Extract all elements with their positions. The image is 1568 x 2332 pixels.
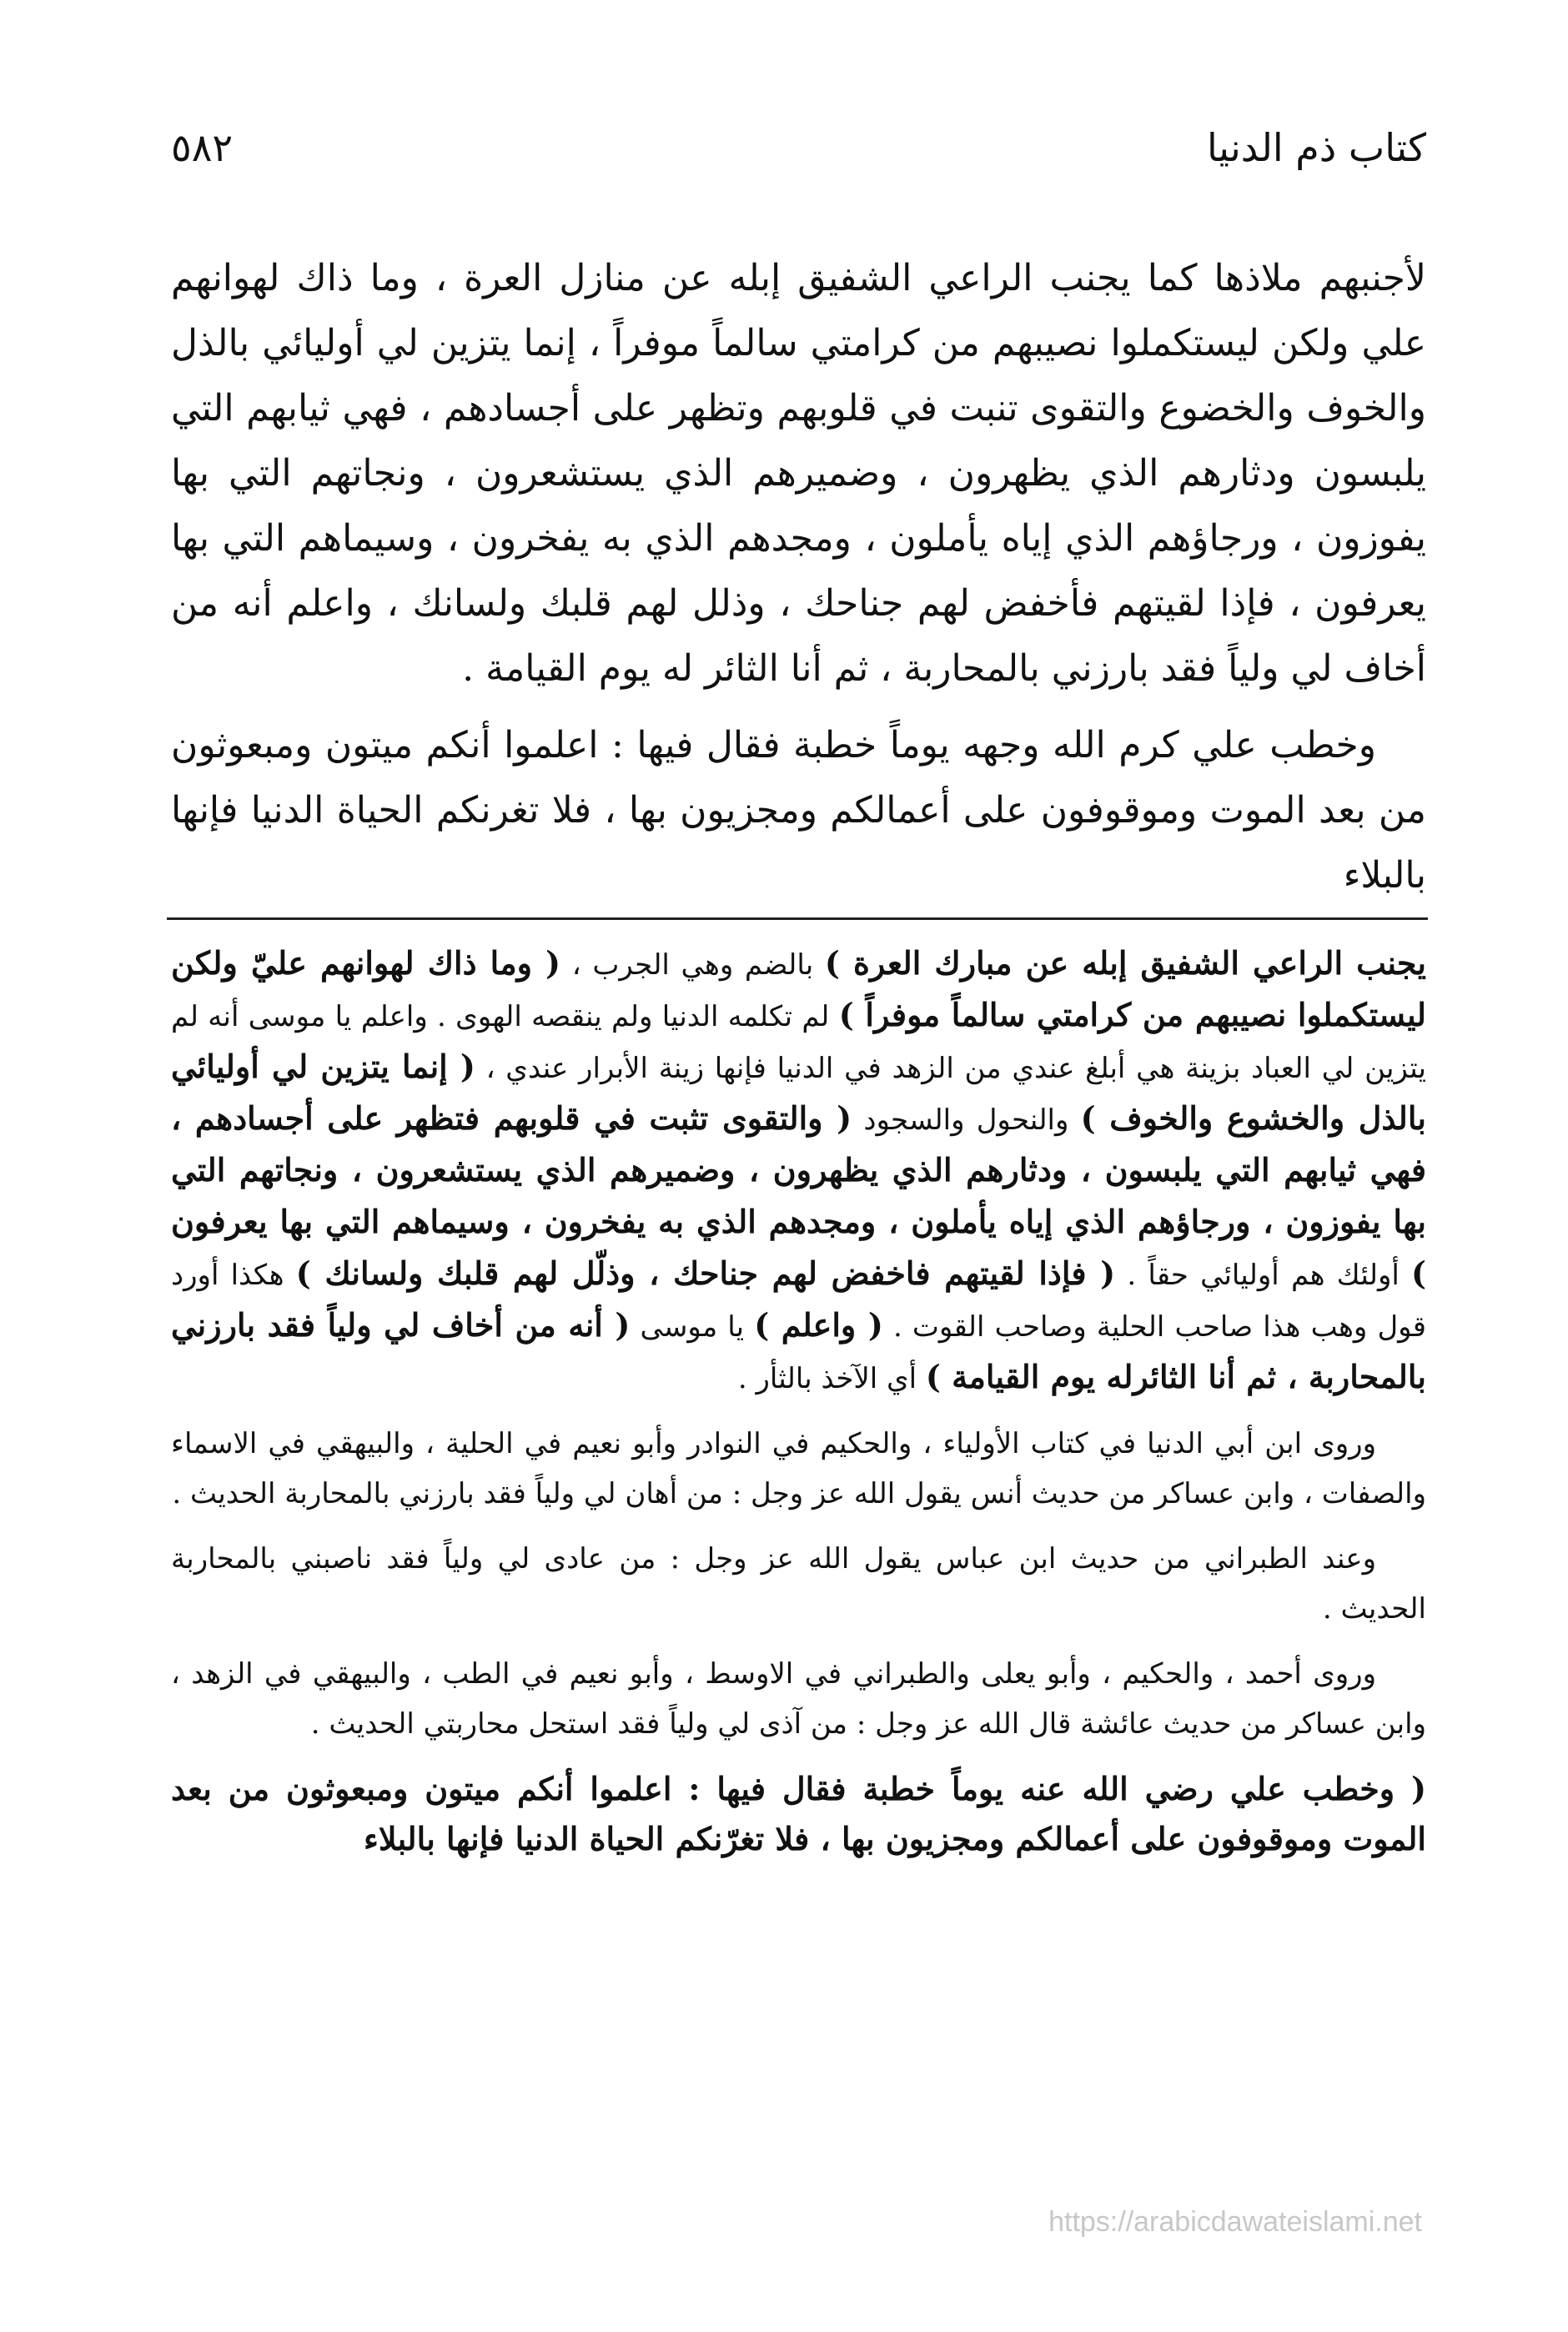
commentary-paragraph-5: ( وخطب علي رضي الله عنه يوماً خطبة فقال فيها : اعلموا أنكم ميتون ومبعوثون من بعد الموت وموقوفون على أعمالكم ومجزيون بها ، فلا تغرّنكم الحياة الدنيا فإنها بالبلاء	[171, 1770, 1426, 1857]
matn-quote: ( فإذا لقيتهم فاخفض لهم جناحك ، وذلّل لهم قلبك ولسانك )	[295, 1254, 1116, 1292]
commentary-paragraph-4: وروى أحمد ، والحكيم ، وأبو يعلى والطبراني في الاوسط ، وأبو نعيم في الطب ، والبيهقي في الزهد ، وابن عساكر من حديث عائشة قال الله عز وجل : من آذى لي ولياً فقد استحل محاربتي الحديث .	[171, 1657, 1426, 1741]
commentary-text: أولئك هم أوليائي حقاً .	[1115, 1259, 1412, 1292]
commentary-text: والنحول والسجود	[852, 1103, 1081, 1137]
commentary	[171, 938, 1426, 1864]
page-header	[171, 125, 1426, 183]
commentary-paragraph-1	[171, 938, 1426, 1404]
watermark-url: https://arabicdawateislami.net	[1048, 2206, 1422, 2238]
commentary-text: بالضم وهي الجرب ،	[560, 948, 825, 982]
commentary-text: لم تكلمه الدنيا ولم ينقصه الهوى . واعلم يا موسى أنه لم يتزين لي العباد بزينة هي أبلغ عندي من الزهد في الدنيا فإنها زينة الأبرار عندي ،	[171, 1000, 1426, 1085]
matn-quote: ( واعلم )	[754, 1306, 883, 1344]
matn-quote: ( إنما يتزين لي أوليائي بالذل والخشوع والخوف )	[171, 1048, 1426, 1137]
commentary-paragraph-3: وعند الطبراني من حديث ابن عباس يقول الله عز وجل : من عادى لي ولياً فقد ناصبني بالمحاربة الحديث .	[171, 1542, 1426, 1626]
matn-quote: ( وما ذاك لهوانهم عليّ ولكن ليستكملوا نصيبهم من كرامتي سالماً موفراً )	[171, 944, 1426, 1033]
running-title: كتاب ذم الدنيا	[1207, 125, 1426, 170]
matn-quote: يجنب الراعي الشفيق إبله عن مبارك العرة )	[824, 944, 1426, 982]
commentary-text: يا موسى	[630, 1310, 755, 1344]
main-paragraph-1: لأجنبهم ملاذها كما يجنب الراعي الشفيق إبله عن منازل العرة ، وما ذاك لهوانهم علي ولكن ليستكملوا نصيبهم من كرامتي سالماً موفراً ، إنما يتزين لي أوليائي بالذل والخوف والخضوع والتقوى تنبت في قلوبهم وتظهر على أجسادهم ، فهي ثيابهم التي يلبسون ودثارهم الذي يظهرون ، وضميرهم الذي يستشعرون ، ونجاتهم التي بها يفوزون ، ورجاؤهم الذي إياه يأملون ، ومجدهم الذي به يفخرون ، وسيماهم التي بها يعرفون ، فإذا لقيتهم فأخفض لهم جناحك ، وذلل لهم قلبك ولسانك ، واعلم أنه من أخاف لي ولياً فقد بارزني بالمحاربة ، ثم أنا الثائر له يوم القيامة .	[171, 257, 1426, 690]
page-number: ٥٨٢	[171, 125, 234, 170]
commentary-text: هكذا أورد قول وهب هذا صاحب الحلية وصاحب القوت .	[171, 1259, 1426, 1344]
matn-quote: ( أنه من أخاف لي ولياً فقد بارزني بالمحاربة ، ثم أنا الثائرله يوم القيامة )	[171, 1306, 1426, 1395]
commentary-paragraph-2: وروى ابن أبي الدنيا في كتاب الأولياء ، والحكيم في النوادر وأبو نعيم في الحلية ، والبيهقي في الاسماء والصفات ، وابن عساكر من حديث أنس يقول الله عز وجل : من أهان لي ولياً فقد بارزني بالمحاربة الحديث .	[171, 1427, 1426, 1510]
footnote-divider	[167, 917, 1428, 920]
main-text	[171, 246, 1426, 908]
main-paragraph-2: وخطب علي كرم الله وجهه يوماً خطبة فقال فيها : اعلموا أنكم ميتون ومبعوثون من بعد الموت وموقوفون على أعمالكم ومجزيون بها ، فلا تغرنكم الحياة الدنيا فإنها بالبلاء	[171, 724, 1426, 897]
commentary-text: أي الآخذ بالثأر .	[737, 1362, 926, 1395]
matn-quote: ( والتقوى تثبت في قلوبهم فتظهر على أجسادهم ، فهي ثيابهم التي يلبسون ، ودثارهم الذي يظهرون ، وضميرهم الذي يستشعرون ، ونجاتهم التي بها يفوزون ، ورجاؤهم الذي إياه يأملون ، ومجدهم الذي به يفخرون ، وسيماهم التي بها يعرفون )	[171, 1099, 1426, 1292]
